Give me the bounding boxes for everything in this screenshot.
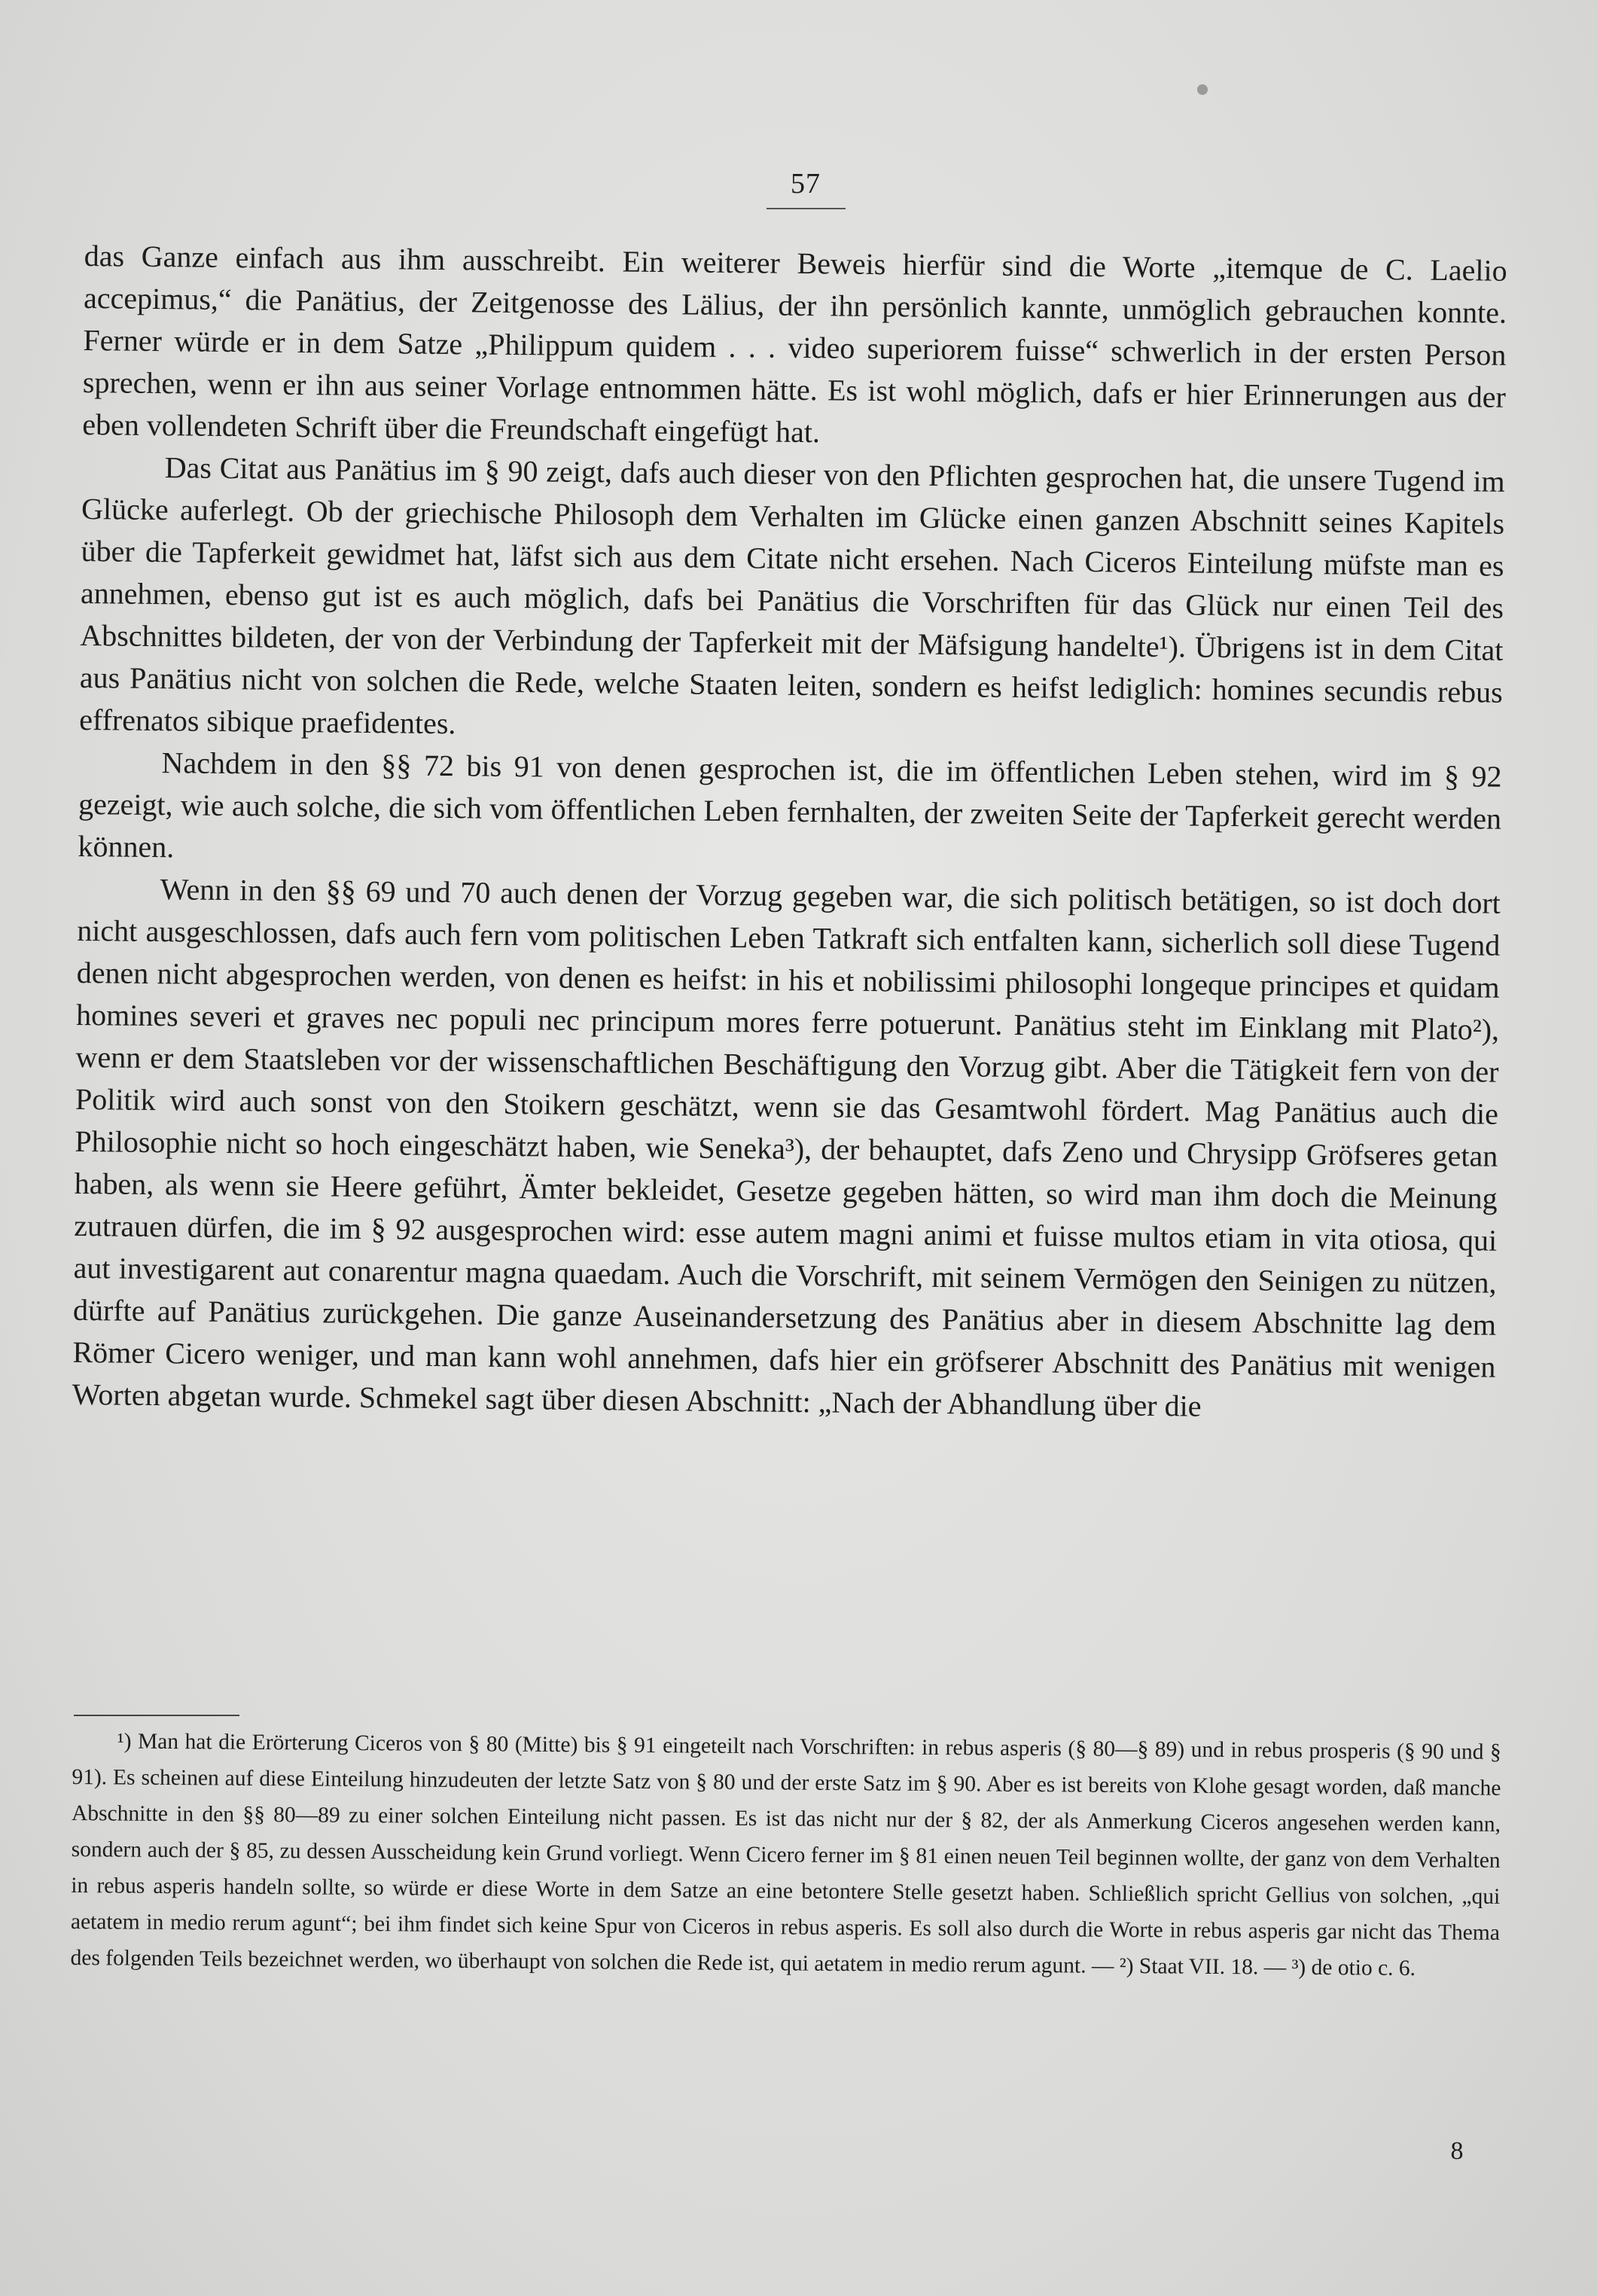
paragraph: Nachdem in den §§ 72 bis 91 von denen gesprochen ist, die im öffentlichen Leben stehen, wird im § 92 gezeigt, wie auch solche, die sich vom öffentlichen Leben fernhalten, der zweiten Seite der Tapferkeit gerecht werden können. [78, 746, 1502, 864]
paper-speck [1197, 84, 1208, 95]
paragraph: Wenn in den §§ 69 und 70 auch denen der Vorzug gegeben war, die sich politisch betätigen, so ist doch dort nicht ausgeschlossen, dafs auch fern vom politischen Leben Tatkraft sich entfalten kann, sicherlich soll diese Tugend denen nicht abgesprochen werden, von denen es heifst: in his et nobilissimi philosophi longeque principes et quidam homines severi et graves nec populi nec principum mores ferre potuerunt. Panätius steht im Einklang mit Plato²), wenn er dem Staatsleben vor der wissenschaftlichen Beschäftigung den Vorzug gibt. Aber die Tätigkeit fern von der Politik wird auch sonst von den Stoikern geschätzt, wenn sie das Gesamtwohl fördert. Mag Panätius auch die Philosophie nicht so hoch eingeschätzt haben, wie Seneka³), der behauptet, dafs Zeno und Chrysipp Gröfseres getan haben, als wenn sie Heere geführt, Ämter bekleidet, Gesetze gegeben hätten, so wird man ihm doch die Meinung zutrauen dürfen, die im § 92 ausgesprochen wird: esse autem magni animi et fuisse multos etiam in vita otiosa, qui aut investigarent aut conarentur magna quaedam. Auch die Vorschrift, mit seinem Vermögen den Seinigen zu nützen, dürfte auf Panätius zurückgehen. Die ganze Auseinandersetzung des Panätius aber in diesem Abschnitte lag dem Römer Cicero weniger, und man kann wohl annehmen, dafs hier ein gröfserer Abschnitt des Panätius mit wenigen Worten abgetan wurde. Schmekel sagt über diesen Abschnitt: „Nach der Abhandlung über die [72, 872, 1501, 1423]
footnotes [70, 1723, 1501, 1987]
page-number: 57 [791, 168, 821, 200]
signature-mark: 8 [1450, 2137, 1464, 2165]
paragraph: das Ganze einfach aus ihm ausschreibt. Ein weiterer Beweis hierfür sind die Worte „itemque de C. Laelio accepimus,“ die Panätius, der Zeitgenosse des Lälius, der ihn persönlich kannte, unmöglich gebrauchen konnte. Ferner würde er in dem Satze „Philippum quidem . . . video superiorem fuisse“ schwerlich in der ersten Person sprechen, wenn er ihn aus seiner Vorlage entnommen hätte. Es ist wohl möglich, dafs er hier Erinnerungen aus der eben vollendeten Schrift über die Freundschaft eingefügt hat. [82, 238, 1507, 450]
header-rule [766, 208, 846, 209]
footnote-rule [74, 1715, 239, 1716]
body-text [72, 235, 1507, 1431]
footnote: ¹) Man hat die Erörterung Ciceros von § 80 (Mitte) bis § 91 eingeteilt nach Vorschriften: in rebus asperis (§ 80—§ 89) und in rebus prosperis (§ 90 und § 91). Es scheinen auf diese Einteilung hinzudeuten der letzte Satz von § 80 und der erste Satz im § 90. Aber es ist bereits von Klohe gesagt worden, daß manche Abschnitte in den §§ 80—89 zu einer solchen Einteilung nicht passen. Es ist das nicht nur der § 82, der als Anmerkung Ciceros angesehen werden kann, sondern auch der § 85, zu dessen Ausscheidung kein Grund vorliegt. Wenn Cicero ferner im § 81 einen neuen Teil beginnen wollte, der ganz von dem Verhalten in rebus asperis handeln sollte, so würde er diese Worte in dem Satze an eine betontere Stelle gesetzt haben. Schließlich spricht Gellius von solchen, „qui aetatem in medio rerum agunt“; bei ihm findet sich keine Spur von Ciceros in rebus asperis. Es soll also durch die Worte in rebus asperis gar nicht das Thema des folgenden Teils bezeichnet werden, wo überhaupt von solchen die Rede ist, qui aetatem in medio rerum agunt. — ²) Staat VII. 18. — ³) de otio c. 6. [70, 1729, 1501, 1981]
paragraph: Das Citat aus Panätius im § 90 zeigt, dafs auch dieser von den Pflichten gesprochen hat, die unsere Tugend im Glücke auferlegt. Ob der griechische Philosoph dem Verhalten im Glücke einen ganzen Abschnitt seines Kapitels über die Tapferkeit gewidmet hat, läfst sich aus dem Citate nicht ersehen. Nach Ciceros Einteilung müfste man es annehmen, ebenso gut ist es auch möglich, dafs bei Panätius die Vorschriften für das Glück nur einen Teil des Abschnittes bildeten, der von der Verbindung der Tapferkeit mit der Mäfsigung handelte¹). Übrigens ist in dem Citat aus Panätius nicht von solchen die Rede, welche Staaten leiten, sondern es heifst lediglich: homines secundis rebus effrenatos sibique praefidentes. [79, 450, 1505, 741]
